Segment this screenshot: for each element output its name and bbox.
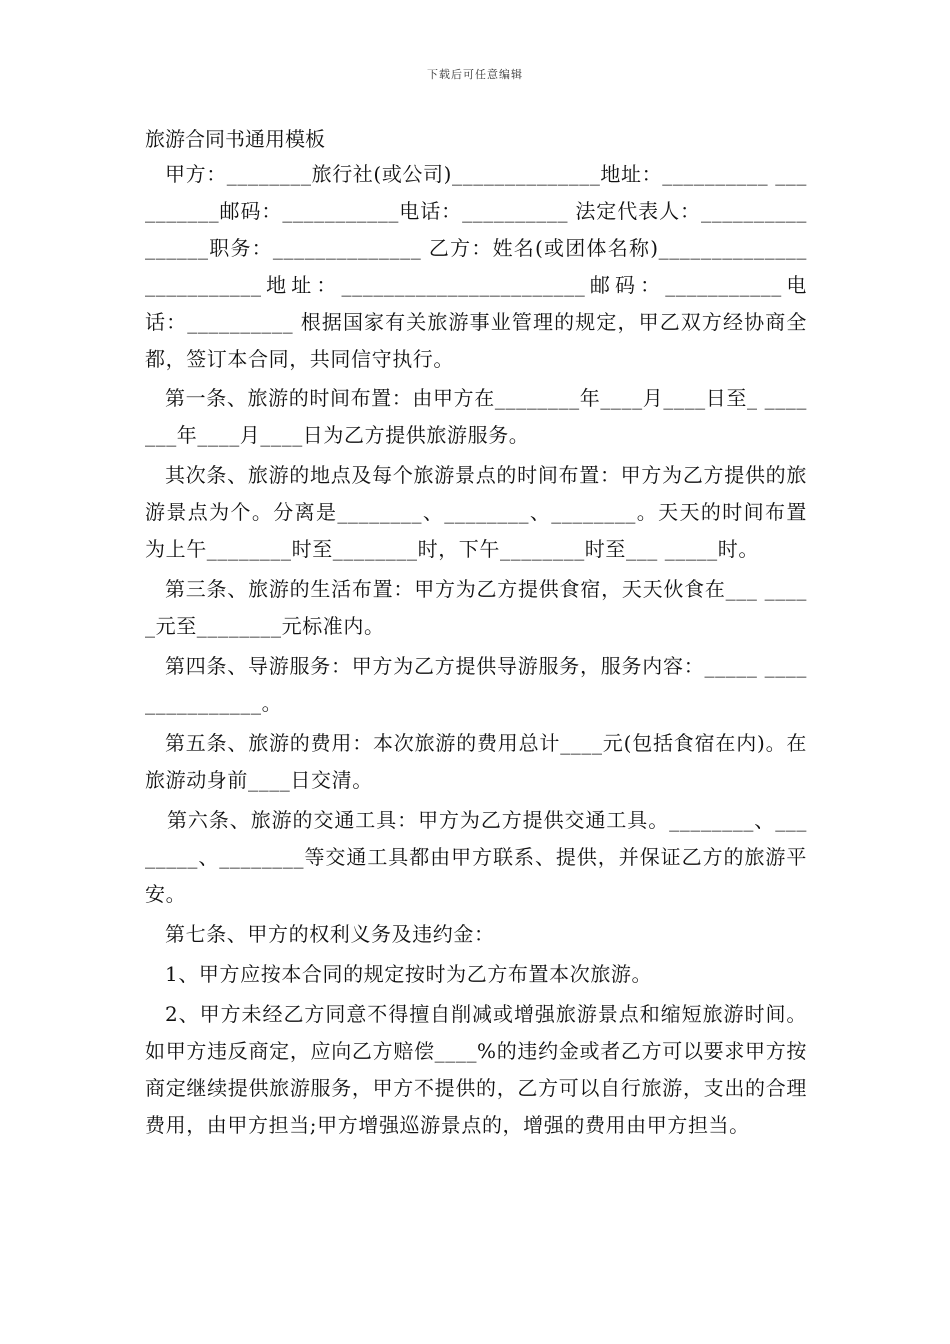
page-header-note: 下载后可任意编辑 bbox=[427, 68, 523, 81]
paragraph-parties: 甲方：________旅行社(或公司)______________地址：__________ __________邮码：___________电话：__________ 法定代表人：________________职务：______________ 乙方：姓名(或团体名称)_________________________地址：_______________________邮码：___________电话：__________ 根据国家有关旅游事业管理的规定，甲乙双方经协商全都，签订本合同，共同信守执行。 bbox=[145, 162, 807, 371]
paragraph-article-5: 第五条、旅游的费用：本次旅游的费用总计____元(包括食宿在内)。在旅游动身前____日交清。 bbox=[145, 731, 807, 792]
paragraph-article-3: 第三条、旅游的生活布置：甲方为乙方提供食宿，天天伙食在___ _____元至________元标准内。 bbox=[145, 577, 807, 638]
paragraph-article-4: 第四条、导游服务：甲方为乙方提供导游服务，服务内容：_____ _______________。 bbox=[145, 654, 807, 715]
paragraph-article-1: 第一条、旅游的时间布置：由甲方在________年____月____日至_ _______年____月____日为乙方提供旅游服务。 bbox=[145, 386, 807, 447]
paragraph-article-7: 第七条、甲方的权利义务及违约金： bbox=[165, 922, 495, 946]
paragraph-clause-2: 2、甲方未经乙方同意不得擅自削减或增强旅游景点和缩短旅游时间。如甲方违反商定，应向乙方赔偿____%的违约金或者乙方可以要求甲方按商定继续提供旅游服务，甲方不提供的，乙方可以自行旅游，支出的合理费用，由甲方担当;甲方增强巡游景点的，增强的费用由甲方担当。 bbox=[145, 1002, 807, 1137]
paragraph-article-2: 其次条、旅游的地点及每个旅游景点的时间布置：甲方为乙方提供的旅游景点为个。分离是________、________、________。天天的时间布置为上午________时至________时，下午________时至___ _____时。 bbox=[145, 463, 807, 561]
document-body bbox=[145, 122, 807, 1146]
paragraph-clause-1: 1、甲方应按本合同的规定按时为乙方布置本次旅游。 bbox=[165, 962, 653, 986]
document-title: 旅游合同书通用模板 bbox=[145, 127, 325, 151]
paragraph-article-6: 第六条、旅游的交通工具：甲方为乙方提供交通工具。________、________、________等交通工具都由甲方联系、提供，并保证乙方的旅游平安。 bbox=[145, 808, 807, 906]
